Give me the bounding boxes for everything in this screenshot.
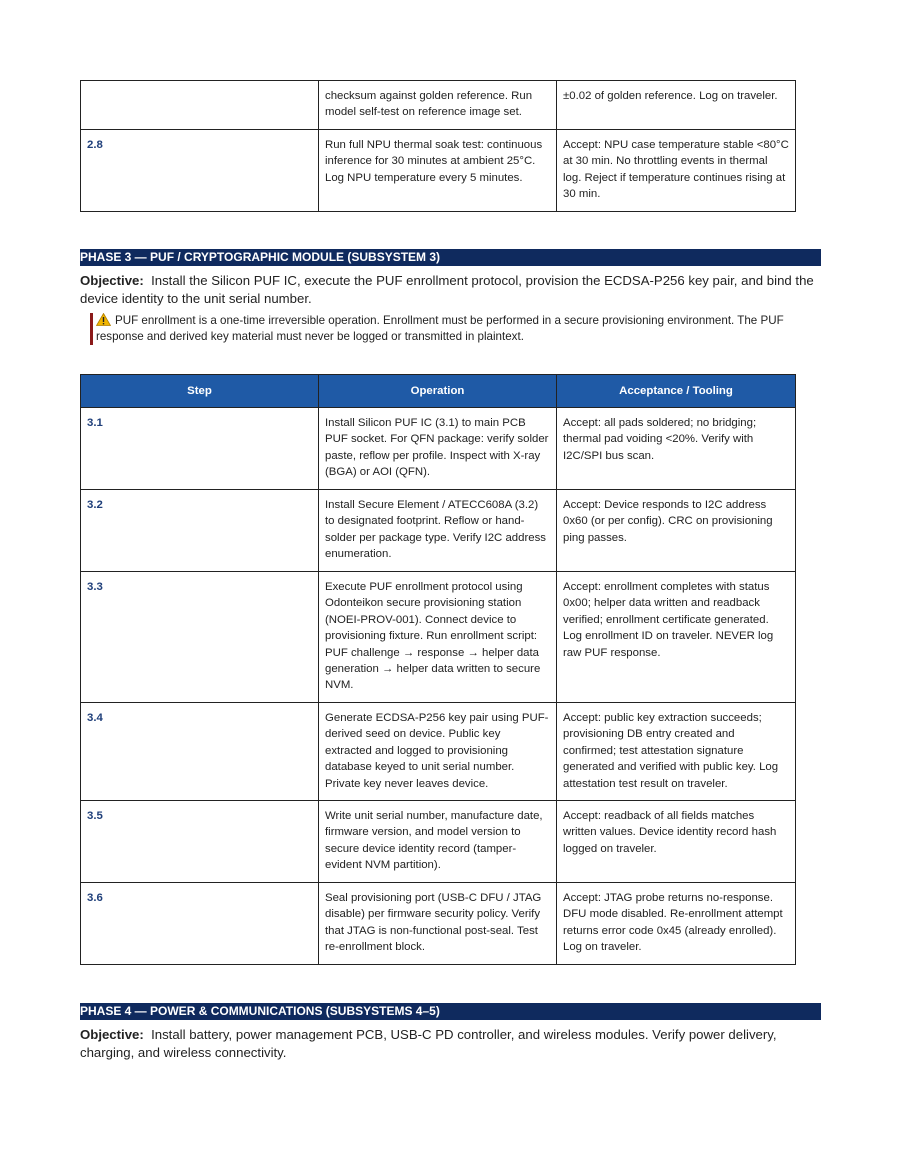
objective-text: Install the Silicon PUF IC, execute the PUF enrollment protocol, provision the ECDSA-P256 key pair, and bind the device identity to the unit serial number. — [80, 273, 814, 306]
objective-label: Objective: — [80, 273, 144, 288]
objective-text: Install battery, power management PCB, USB-C PD controller, and wireless modules. Verify power delivery, charging, and wireless connectivity. — [80, 1027, 777, 1060]
table-row — [81, 703, 796, 801]
table-row — [81, 81, 796, 130]
operation-cell: Execute PUF enrollment protocol using Odonteikon secure provisioning station (NOEI-PROV-001). Connect device to provisioning fixture. Run enrollment script: PUF challenge → response → helper data generation → helper data written to secure NVM. — [319, 572, 557, 703]
step-number: 3.3 — [81, 572, 319, 703]
phase2-continued-table — [80, 80, 796, 212]
table-row — [81, 801, 796, 883]
header-operation: Operation — [319, 375, 557, 408]
phase3-heading — [80, 249, 821, 266]
step-number: 3.6 — [81, 883, 319, 965]
table-row — [81, 490, 796, 572]
step-number: 3.1 — [81, 408, 319, 490]
header-step: Step — [81, 375, 319, 408]
step-number: 2.8 — [81, 130, 319, 212]
step-number — [81, 81, 319, 130]
phase3-objective — [80, 272, 825, 308]
phase4-heading — [80, 1003, 821, 1020]
operation-cell: Write unit serial number, manufacture date, firmware version, and model version to secure device identity record (tamper-evident NVM partition). — [319, 801, 557, 883]
step-number: 3.2 — [81, 490, 319, 572]
acceptance-cell: Accept: readback of all fields matches written values. Device identity record hash logged on traveler. — [557, 801, 796, 883]
warning-text: PUF enrollment is a one-time irreversible operation. Enrollment must be performed in a secure provisioning environment. The PUF response and derived key material must never be logged or transmitted in plaintext. — [96, 314, 784, 343]
acceptance-cell: Accept: NPU case temperature stable <80°C at 30 min. No throttling events in thermal log. Reject if temperature continues rising at 30 min. — [557, 130, 796, 212]
table-row — [81, 130, 796, 212]
phase3-title: PHASE 3 — PUF / CRYPTOGRAPHIC MODULE (SUBSYSTEM 3) — [80, 250, 441, 264]
operation-cell: Run full NPU thermal soak test: continuous inference for 30 minutes at ambient 25°C. Log NPU temperature every 5 minutes. — [319, 130, 557, 212]
operation-cell: Install Secure Element / ATECC608A (3.2) to designated footprint. Reflow or hand-solder per package type. Verify I2C address enumeration. — [319, 490, 557, 572]
table-row — [81, 408, 796, 490]
acceptance-cell: Accept: JTAG probe returns no-response. DFU mode disabled. Re-enrollment attempt returns error code 0x45 (already enrolled). Log on traveler. — [557, 883, 796, 965]
header-acceptance: Acceptance / Tooling — [557, 375, 796, 408]
step-number: 3.4 — [81, 703, 319, 801]
acceptance-cell: Accept: Device responds to I2C address 0x60 (or per config). CRC on provisioning ping passes. — [557, 490, 796, 572]
table-row — [81, 572, 796, 703]
objective-label: Objective: — [80, 1027, 144, 1042]
operation-cell: Generate ECDSA-P256 key pair using PUF-derived seed on device. Public key extracted and logged to provisioning database keyed to unit serial number. Private key never leaves device. — [319, 703, 557, 801]
step-number: 3.5 — [81, 801, 319, 883]
phase4-objective — [80, 1026, 825, 1062]
operation-cell: Install Silicon PUF IC (3.1) to main PCB PUF socket. For QFN package: verify solder paste, reflow per profile. Inspect with X-ray (BGA) or AOI (QFN). — [319, 408, 557, 490]
phase3-warning — [90, 313, 831, 345]
phase3-table — [80, 374, 796, 965]
acceptance-cell: Accept: public key extraction succeeds; provisioning DB entry created and confirmed; test attestation signature generated and verified with public key. Log attestation test result on traveler. — [557, 703, 796, 801]
table-row — [81, 883, 796, 965]
table-header-row — [81, 375, 796, 408]
operation-cell: checksum against golden reference. Run model self-test on reference image set. — [319, 81, 557, 130]
acceptance-cell: Accept: enrollment completes with status 0x00; helper data written and readback verified; enrollment certificate generated. Log enrollment ID on traveler. NEVER log raw PUF response. — [557, 572, 796, 703]
operation-cell: Seal provisioning port (USB-C DFU / JTAG disable) per firmware security policy. Verify that JTAG is non-functional post-seal. Test re-enrollment block. — [319, 883, 557, 965]
acceptance-cell: ±0.02 of golden reference. Log on traveler. — [557, 81, 796, 130]
warning-triangle-icon — [96, 313, 111, 326]
phase4-title: PHASE 4 — POWER & COMMUNICATIONS (SUBSYSTEMS 4–5) — [80, 1004, 440, 1018]
acceptance-cell: Accept: all pads soldered; no bridging; thermal pad voiding <20%. Verify with I2C/SPI bus scan. — [557, 408, 796, 490]
